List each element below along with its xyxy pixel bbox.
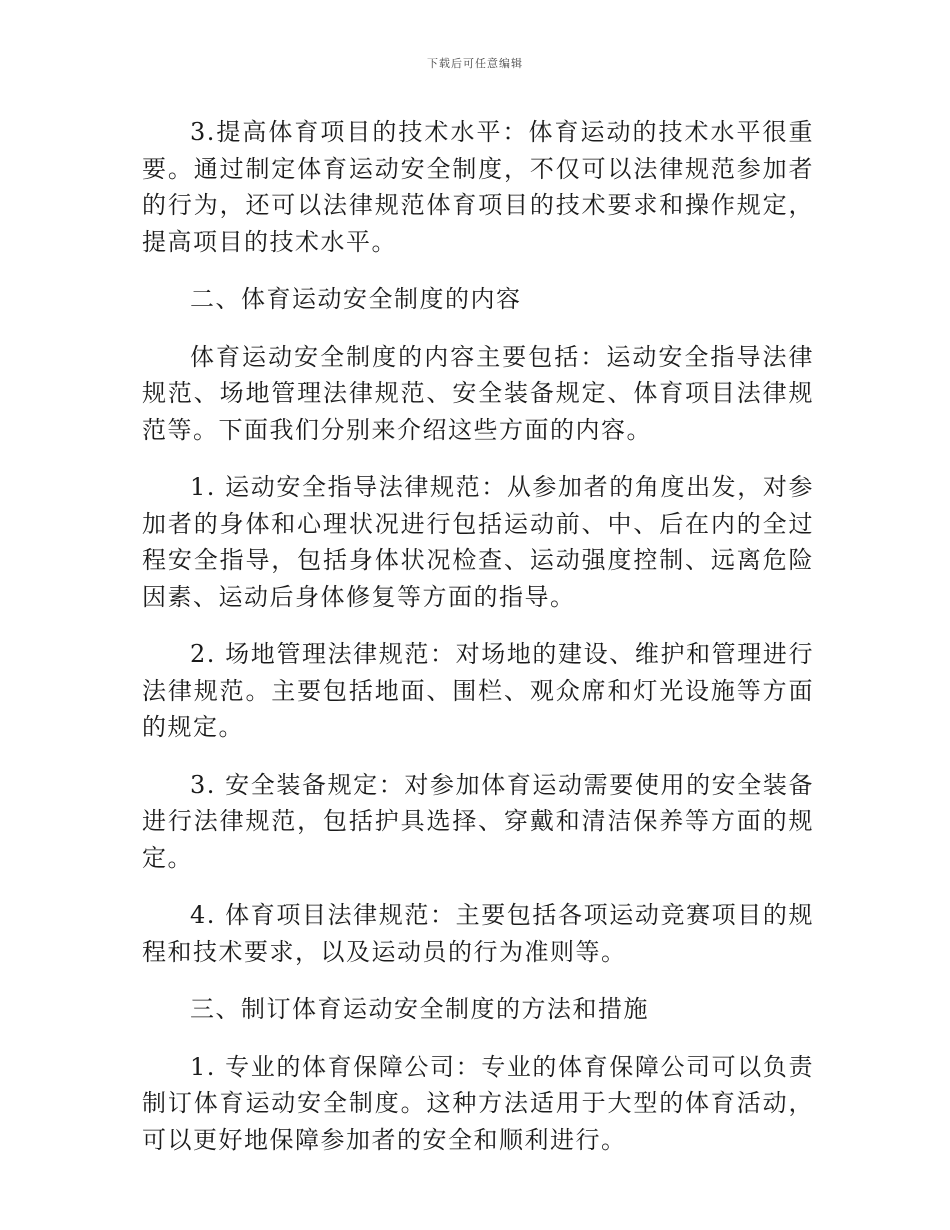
- paragraph-venue-management: 2. 场地管理法律规范：对场地的建设、维护和管理进行法律规范。主要包括地面、围栏、观众席和灯光设施等方面的规定。: [142, 640, 814, 741]
- paragraph-tech-level: 3.提高体育项目的技术水平：体育运动的技术水平很重要。通过制定体育运动安全制度，不仅可以法律规范参加者的行为，还可以法律规范体育项目的技术要求和操作规定，提高项目的技术水平。: [142, 118, 814, 256]
- paragraph-sports-rules: 4. 体育项目法律规范：主要包括各项运动竞赛项目的规程和技术要求，以及运动员的行为准则等。: [142, 901, 814, 966]
- paragraph-safety-equipment: 3. 安全装备规定：对参加体育运动需要使用的安全装备进行法律规范，包括护具选择、穿戴和清洁保养等方面的规定。: [142, 770, 814, 872]
- section-heading-methods: 三、制订体育运动安全制度的方法和措施: [190, 995, 649, 1023]
- paragraph-professional-company: 1. 专业的体育保障公司：专业的体育保障公司可以负责制订体育运动安全制度。这种方法适用于大型的体育活动，可以更好地保障参加者的安全和顺利进行。: [142, 1052, 814, 1154]
- page-header: 下载后可任意编辑: [427, 57, 523, 70]
- paragraph-safety-guidance: 1. 运动安全指导法律规范：从参加者的角度出发，对参加者的身体和心理状况进行包括运动前、中、后在内的全过程安全指导，包括身体状况检查、运动强度控制、远离危险因素、运动后身体修复等方面的指导。: [142, 473, 814, 611]
- document-body: [142, 114, 814, 1179]
- section-heading-content: 二、体育运动安全制度的内容: [190, 285, 522, 313]
- paragraph-content-intro: 体育运动安全制度的内容主要包括：运动安全指导法律规范、场地管理法律规范、安全装备规定、体育项目法律规范等。下面我们分别来介绍这些方面的内容。: [142, 342, 814, 444]
